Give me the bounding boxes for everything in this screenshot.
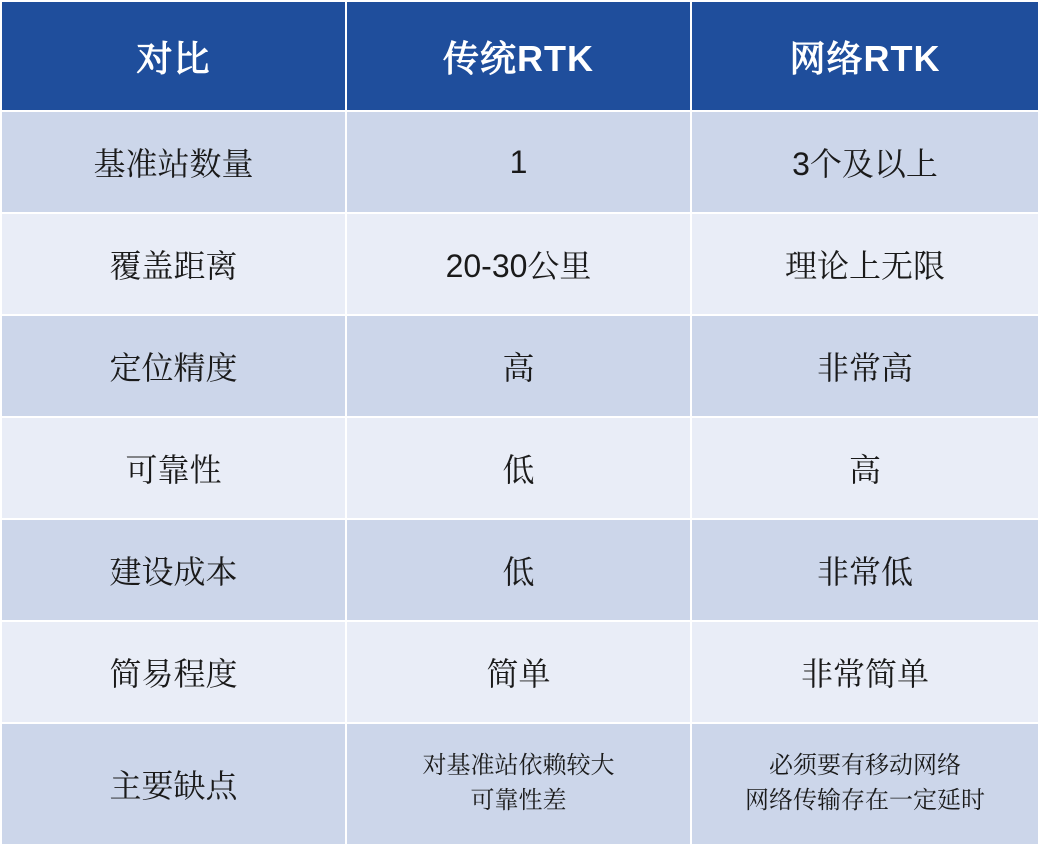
cell-network-construction-cost: 非常低 [691, 519, 1038, 621]
text-line: 可靠性差 [470, 787, 567, 814]
cell-traditional-construction-cost: 低 [346, 519, 691, 621]
cell-traditional-main-drawback [346, 723, 691, 845]
cell-network-ease-of-use: 非常简单 [691, 621, 1038, 723]
row-label-ease-of-use: 简易程度 [1, 621, 346, 723]
cell-network-main-drawback [691, 723, 1038, 845]
header-cell-network-rtk: 网络RTK [691, 1, 1038, 111]
cell-network-base-station-count: 3个及以上 [691, 111, 1038, 213]
cell-network-coverage-distance: 理论上无限 [691, 213, 1038, 315]
text-line: 网络传输存在一定延时 [745, 787, 985, 814]
table-row [1, 723, 1038, 845]
cell-traditional-coverage-distance: 20-30公里 [346, 213, 691, 315]
row-label-construction-cost: 建设成本 [1, 519, 346, 621]
row-label-reliability: 可靠性 [1, 417, 346, 519]
table-row [1, 213, 1038, 315]
text-line: 必须要有移动网络 [769, 752, 961, 780]
cell-traditional-base-station-count: 1 [346, 111, 691, 213]
row-label-main-drawback: 主要缺点 [1, 723, 346, 845]
table-header [1, 1, 1038, 111]
table-body [1, 111, 1038, 845]
cell-network-positioning-accuracy: 非常高 [691, 315, 1038, 417]
table-row [1, 417, 1038, 519]
table-row [1, 621, 1038, 723]
cell-network-reliability: 高 [691, 417, 1038, 519]
cell-traditional-reliability: 低 [346, 417, 691, 519]
table-row [1, 519, 1038, 621]
cell-traditional-ease-of-use: 简单 [346, 621, 691, 723]
header-cell-traditional-rtk: 传统RTK [346, 1, 691, 111]
cell-traditional-positioning-accuracy: 高 [346, 315, 691, 417]
header-cell-compare: 对比 [1, 1, 346, 111]
header-row [1, 1, 1038, 111]
row-label-positioning-accuracy: 定位精度 [1, 315, 346, 417]
row-label-base-station-count: 基准站数量 [1, 111, 346, 213]
row-label-coverage-distance: 覆盖距离 [1, 213, 346, 315]
table-row [1, 111, 1038, 213]
table-row [1, 315, 1038, 417]
text-line: 对基准站依赖较大 [422, 752, 615, 780]
